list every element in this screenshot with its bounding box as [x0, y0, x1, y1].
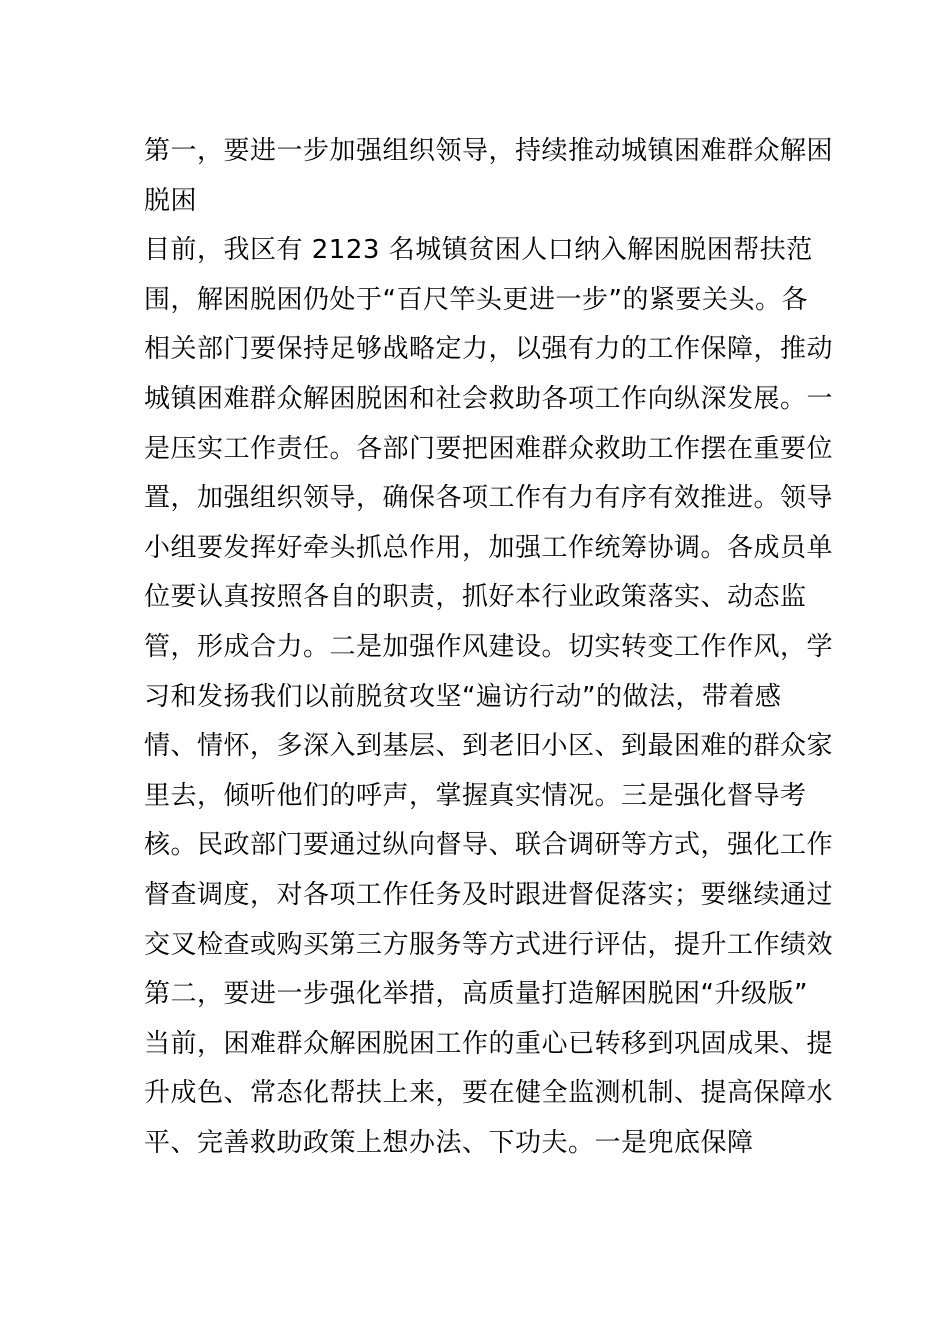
document-body	[144, 127, 834, 1168]
body-paragraph-1: 目前，我区有 2123 名城镇贫困人口纳入解困脱困帮扶范围，解困脱困仍处于“百尺竿头更进一步”的紧要关头。各相关部门要保持足够战略定力，以强有力的工作保障，推动城镇困难群众解困脱困和社会救助各项工作向纵深发展。一是压实工作责任。各部门要把困难群众救助工作摆在重要位置，加强组织领导，确保各项工作有力有序有效推进。领导小组要发挥好牵头抓总作用，加强工作统筹协调。各成员单位要认真按照各自的职责，抓好本行业政策落实、动态监管，形成合力。二是加强作风建设。切实转变工作作风，学习和发扬我们以前脱贫攻坚“遍访行动”的做法，带着感情、情怀，多深入到基层、到老旧小区、到最困难的群众家里去，倾听他们的呼声，掌握真实情况。三是强化督导考核。民政部门要通过纵向督导、联合调研等方式，强化工作督查调度，对各项工作任务及时跟进督促落实；要继续通过交叉检查或购买第三方服务等方式进行评估，提升工作绩效	[144, 235, 834, 960]
section-heading-2: 第二，要进一步强化举措，高质量打造解困脱困“升级版”	[144, 979, 808, 1010]
body-paragraph-2: 当前，困难群众解困脱困工作的重心已转移到巩固成果、提升成色、常态化帮扶上来，要在健全监测机制、提高保障水平、完善救助政策上想办法、下功夫。一是兜底保障	[144, 1028, 834, 1158]
section-heading-1: 第一，要进一步加强组织领导，持续推动城镇困难群众解困脱困	[144, 136, 834, 216]
